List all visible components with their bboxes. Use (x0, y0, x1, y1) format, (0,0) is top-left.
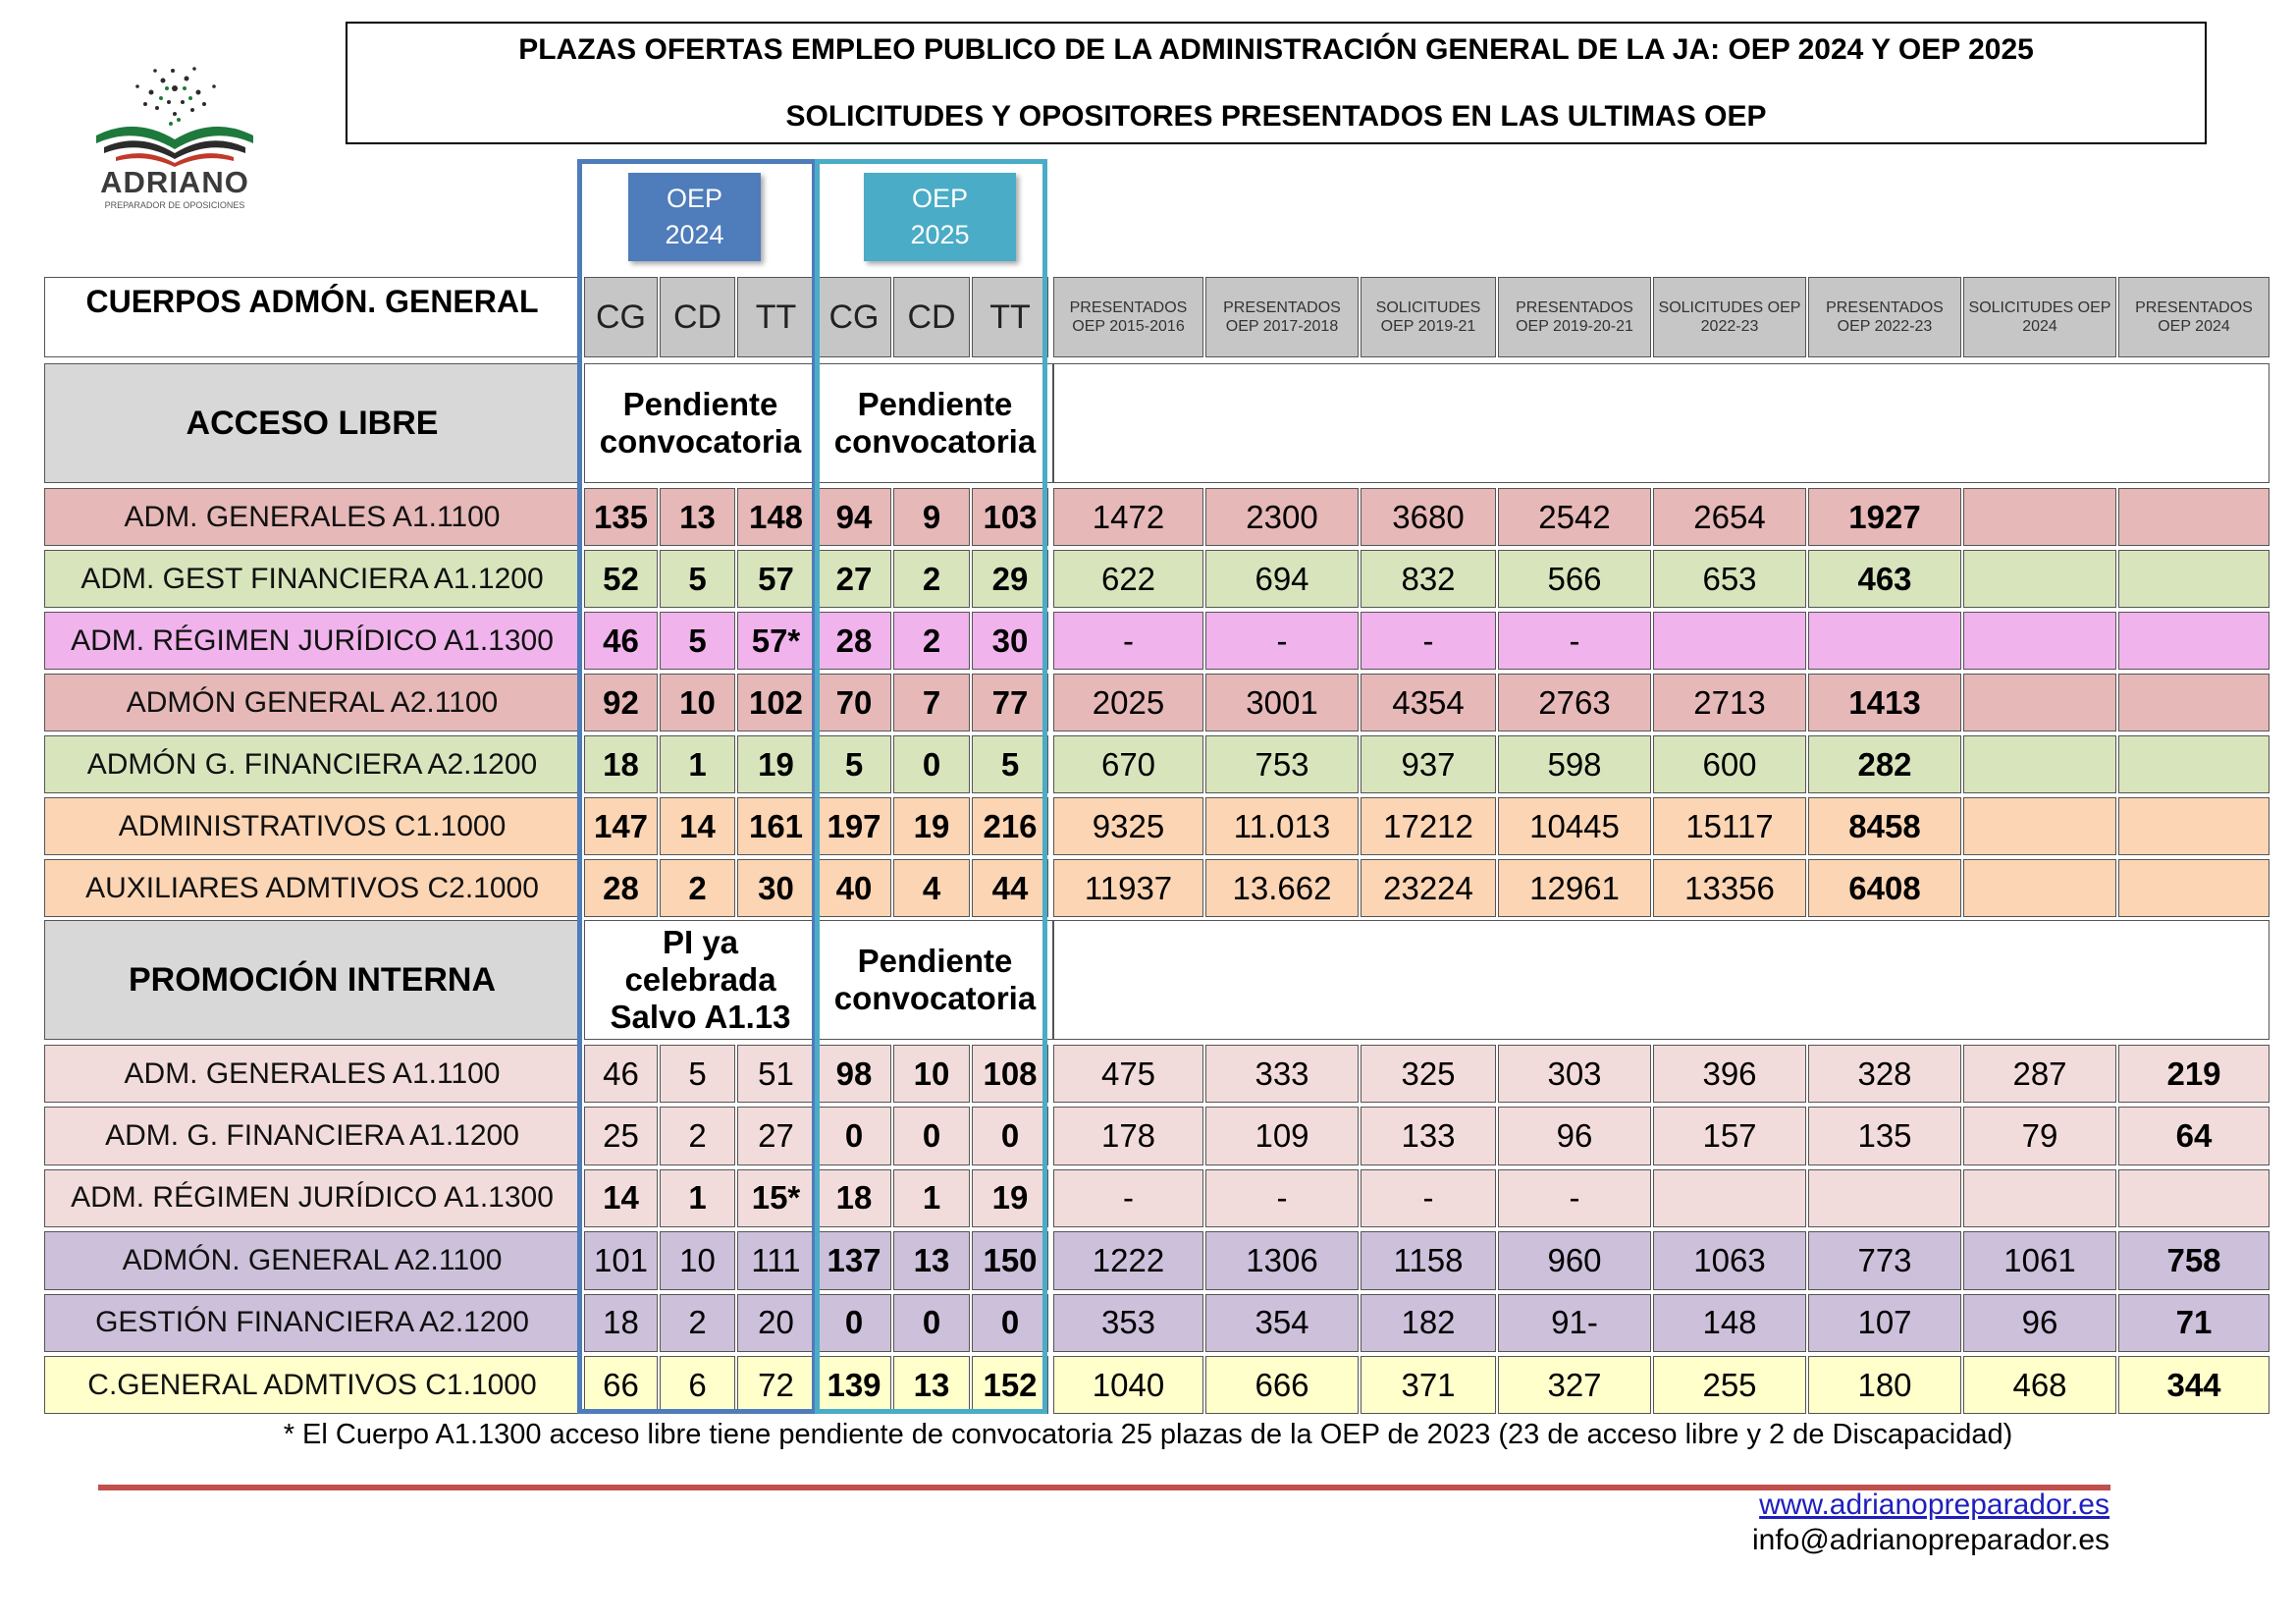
logo-tagline: PREPARADOR DE OPOSICIONES (104, 200, 245, 210)
table-cell: 1306 (1205, 1231, 1359, 1289)
table-cell: 353 (1053, 1294, 1203, 1352)
row-label: ADMÓN GENERAL A2.1100 (44, 674, 580, 731)
table-cell: 197 (817, 797, 891, 855)
table-cell (1963, 1169, 2116, 1227)
row-label: ADM. G. FINANCIERA A1.1200 (44, 1107, 580, 1164)
table-cell: 7 (893, 674, 970, 731)
table-cell: 6 (660, 1356, 735, 1414)
promocion-interna-oep2025-status: Pendiente convocatoria (817, 920, 1053, 1040)
table-cell: 135 (584, 488, 658, 546)
acceso-libre-oep2025-status: Pendiente convocatoria (817, 363, 1053, 483)
table-cell: - (1205, 612, 1359, 670)
table-cell: 3001 (1205, 674, 1359, 731)
table-cell: 8458 (1808, 797, 1961, 855)
table-cell (2118, 612, 2269, 670)
table-cell: - (1361, 612, 1496, 670)
table-cell: 15* (737, 1169, 815, 1227)
table-cell (1808, 1169, 1961, 1227)
table-cell: 137 (817, 1231, 891, 1289)
table-cell: 11937 (1053, 859, 1203, 917)
footnote: * El Cuerpo A1.1300 acceso libre tiene pendiente de convocatoria 25 plazas de la OEP de 2023 (23 de acceso libre y 2 de Discapacidad) (283, 1419, 2013, 1450)
column-header: PRESENTADOS OEP 2022-23 (1808, 277, 1961, 357)
table-cell (1963, 550, 2116, 608)
table-cell: 148 (1653, 1294, 1806, 1352)
table-cell: 109 (1205, 1107, 1359, 1164)
column-header: CG (817, 277, 891, 357)
table-cell: 2 (893, 550, 970, 608)
website-link[interactable]: www.adrianopreparador.es (1759, 1489, 2109, 1521)
table-cell: 0 (972, 1107, 1048, 1164)
table-cell: 327 (1498, 1356, 1651, 1414)
table-cell: 0 (893, 1294, 970, 1352)
table-cell: 10445 (1498, 797, 1651, 855)
table-cell: 3680 (1361, 488, 1496, 546)
table-cell: 178 (1053, 1107, 1203, 1164)
table-cell: 2763 (1498, 674, 1651, 731)
logo-name: ADRIANO (100, 165, 249, 199)
table-cell: 107 (1808, 1294, 1961, 1352)
table-cell: 13 (893, 1231, 970, 1289)
table-cell: 354 (1205, 1294, 1359, 1352)
row-label: AUXILIARES ADMTIVOS C2.1000 (44, 859, 580, 917)
oep-2024-badge-label: OEP 2024 (665, 184, 724, 249)
table-cell: 96 (1963, 1294, 2116, 1352)
table-cell: - (1498, 612, 1651, 670)
table-cell: 5 (660, 1045, 735, 1103)
table-cell: 111 (737, 1231, 815, 1289)
table-cell: 19 (893, 797, 970, 855)
table-cell (1963, 735, 2116, 793)
table-cell: 2654 (1653, 488, 1806, 546)
table-cell (2118, 550, 2269, 608)
table-cell (1963, 612, 2116, 670)
table-cell: 9 (893, 488, 970, 546)
column-header: TT (737, 277, 815, 357)
table-cell: 2025 (1053, 674, 1203, 731)
page-subtitle: SOLICITUDES Y OPOSITORES PRESENTADOS EN LAS ULTIMAS OEP (785, 100, 1767, 133)
acceso-libre-label: ACCESO LIBRE (44, 363, 580, 483)
row-label: C.GENERAL ADMTIVOS C1.1000 (44, 1356, 580, 1414)
table-cell: 666 (1205, 1356, 1359, 1414)
table-cell: 758 (2118, 1231, 2269, 1289)
table-cell (1963, 797, 2116, 855)
table-cell: 148 (737, 488, 815, 546)
table-cell: 94 (817, 488, 891, 546)
table-cell: - (1053, 612, 1203, 670)
table-cell: 29 (972, 550, 1048, 608)
corner-header: CUERPOS ADMÓN. GENERAL (44, 277, 580, 357)
table-cell (1653, 612, 1806, 670)
table-cell: 28 (817, 612, 891, 670)
page-title: PLAZAS OFERTAS EMPLEO PUBLICO DE LA ADMINISTRACIÓN GENERAL DE LA JA: OEP 2024 Y OEP 2025 (518, 33, 2034, 66)
table-cell: 0 (893, 1107, 970, 1164)
table-cell (2118, 1169, 2269, 1227)
table-cell: 57* (737, 612, 815, 670)
promocion-interna-blank-band (1053, 920, 2269, 1040)
table-cell: 11.013 (1205, 797, 1359, 855)
table-cell (2118, 797, 2269, 855)
table-cell: 1927 (1808, 488, 1961, 546)
table-cell: 0 (893, 735, 970, 793)
oep-2025-badge (864, 173, 1016, 261)
column-header: SOLICITUDES OEP 2022-23 (1653, 277, 1806, 357)
table-cell: 70 (817, 674, 891, 731)
table-cell: 2 (660, 1107, 735, 1164)
table-cell: 101 (584, 1231, 658, 1289)
row-label: GESTIÓN FINANCIERA A2.1200 (44, 1294, 580, 1352)
table-cell: 773 (1808, 1231, 1961, 1289)
table-cell: 13356 (1653, 859, 1806, 917)
table-cell: 12961 (1498, 859, 1651, 917)
row-label: ADM. GEST FINANCIERA A1.1200 (44, 550, 580, 608)
table-cell: 9325 (1053, 797, 1203, 855)
table-cell: 44 (972, 859, 1048, 917)
table-cell: 161 (737, 797, 815, 855)
table-cell: 1040 (1053, 1356, 1203, 1414)
table-cell: 14 (584, 1169, 658, 1227)
table-cell: 670 (1053, 735, 1203, 793)
table-cell: 103 (972, 488, 1048, 546)
column-header: PRESENTADOS OEP 2015-2016 (1053, 277, 1203, 357)
table-cell: 98 (817, 1045, 891, 1103)
column-header: CD (660, 277, 735, 357)
row-label: ADM. GENERALES A1.1100 (44, 1045, 580, 1103)
table-cell: 282 (1808, 735, 1961, 793)
table-cell: 40 (817, 859, 891, 917)
table-cell: 66 (584, 1356, 658, 1414)
table-cell: 27 (817, 550, 891, 608)
column-header: SOLICITUDES OEP 2019-21 (1361, 277, 1496, 357)
table-cell: 255 (1653, 1356, 1806, 1414)
table-cell: 5 (817, 735, 891, 793)
table-cell: 10 (660, 674, 735, 731)
table-cell: 46 (584, 612, 658, 670)
table-cell: 92 (584, 674, 658, 731)
contact-email: info@adrianopreparador.es (1751, 1524, 2109, 1556)
promocion-interna-label: PROMOCIÓN INTERNA (44, 920, 580, 1040)
table-cell: 287 (1963, 1045, 2116, 1103)
table-cell: 468 (1963, 1356, 2116, 1414)
table-cell: 180 (1808, 1356, 1961, 1414)
oep-2024-badge (628, 173, 761, 261)
table-cell: 325 (1361, 1045, 1496, 1103)
table-cell (2118, 859, 2269, 917)
table-cell: 13 (660, 488, 735, 546)
table-cell: 18 (584, 735, 658, 793)
table-cell: 753 (1205, 735, 1359, 793)
table-cell: 2300 (1205, 488, 1359, 546)
table-cell: 23224 (1361, 859, 1496, 917)
table-cell: 396 (1653, 1045, 1806, 1103)
table-cell: 15117 (1653, 797, 1806, 855)
column-header: PRESENTADOS OEP 2024 (2118, 277, 2269, 357)
table-cell: 333 (1205, 1045, 1359, 1103)
table-cell: 216 (972, 797, 1048, 855)
table-cell: 79 (1963, 1107, 2116, 1164)
table-cell: 2 (893, 612, 970, 670)
table-cell: 371 (1361, 1356, 1496, 1414)
table-cell: 1 (893, 1169, 970, 1227)
table-cell: 566 (1498, 550, 1651, 608)
table-cell: 182 (1361, 1294, 1496, 1352)
table-cell: 135 (1808, 1107, 1961, 1164)
table-cell: 598 (1498, 735, 1651, 793)
table-cell: 2713 (1653, 674, 1806, 731)
table-cell: 0 (972, 1294, 1048, 1352)
table-cell: 0 (817, 1294, 891, 1352)
table-cell (2118, 488, 2269, 546)
table-cell: 13.662 (1205, 859, 1359, 917)
table-cell: 10 (893, 1045, 970, 1103)
table-cell: 150 (972, 1231, 1048, 1289)
table-cell (2118, 674, 2269, 731)
table-cell: 10 (660, 1231, 735, 1289)
promocion-interna-oep2024-status: PI ya celebrada Salvo A1.13 (584, 920, 817, 1040)
table-cell: 20 (737, 1294, 815, 1352)
table-cell: 463 (1808, 550, 1961, 608)
table-cell (1963, 674, 2116, 731)
oep-2025-badge-label: OEP 2025 (910, 184, 970, 249)
table-cell (1808, 612, 1961, 670)
table-cell: 64 (2118, 1107, 2269, 1164)
table-cell: 102 (737, 674, 815, 731)
column-header: SOLICITUDES OEP 2024 (1963, 277, 2116, 357)
table-cell: 157 (1653, 1107, 1806, 1164)
column-header: PRESENTADOS OEP 2019-20-21 (1498, 277, 1651, 357)
title-box (346, 22, 2207, 144)
column-header: CD (893, 277, 970, 357)
table-cell: 937 (1361, 735, 1496, 793)
table-cell: 622 (1053, 550, 1203, 608)
table-cell: 4354 (1361, 674, 1496, 731)
row-label: ADM. RÉGIMEN JURÍDICO A1.1300 (44, 612, 580, 670)
table-cell (1653, 1169, 1806, 1227)
table-cell: 694 (1205, 550, 1359, 608)
table-cell: 52 (584, 550, 658, 608)
table-cell: 19 (737, 735, 815, 793)
table-cell: - (1053, 1169, 1203, 1227)
table-cell: 133 (1361, 1107, 1496, 1164)
table-cell: 46 (584, 1045, 658, 1103)
row-label: ADMINISTRATIVOS C1.1000 (44, 797, 580, 855)
table-cell: 108 (972, 1045, 1048, 1103)
table-cell: 5 (972, 735, 1048, 793)
table-cell: 139 (817, 1356, 891, 1414)
table-cell: 18 (817, 1169, 891, 1227)
table-cell: 57 (737, 550, 815, 608)
table-cell: - (1361, 1169, 1496, 1227)
table-cell: 0 (817, 1107, 891, 1164)
table-cell: 19 (972, 1169, 1048, 1227)
table-cell: 51 (737, 1045, 815, 1103)
table-cell: 25 (584, 1107, 658, 1164)
table-cell: 14 (660, 797, 735, 855)
table-cell: 344 (2118, 1356, 2269, 1414)
table-cell: 2542 (1498, 488, 1651, 546)
table-cell: 6408 (1808, 859, 1961, 917)
table-cell: 152 (972, 1356, 1048, 1414)
table-cell: 475 (1053, 1045, 1203, 1103)
acceso-libre-blank-band (1053, 363, 2269, 483)
table-cell (1963, 488, 2116, 546)
row-label: ADM. GENERALES A1.1100 (44, 488, 580, 546)
table-cell (1963, 859, 2116, 917)
table-cell: 1472 (1053, 488, 1203, 546)
row-label: ADMÓN. GENERAL A2.1100 (44, 1231, 580, 1289)
table-cell: 30 (737, 859, 815, 917)
table-cell: 4 (893, 859, 970, 917)
table-cell: 1 (660, 1169, 735, 1227)
row-label: ADMÓN G. FINANCIERA A2.1200 (44, 735, 580, 793)
table-cell: 303 (1498, 1045, 1651, 1103)
table-cell: 18 (584, 1294, 658, 1352)
table-cell: 5 (660, 612, 735, 670)
table-cell: 960 (1498, 1231, 1651, 1289)
table-cell: 2 (660, 859, 735, 917)
table-cell: 1222 (1053, 1231, 1203, 1289)
table-cell: 1 (660, 735, 735, 793)
table-cell: 91- (1498, 1294, 1651, 1352)
acceso-libre-oep2024-status: Pendiente convocatoria (584, 363, 817, 483)
row-label: ADM. RÉGIMEN JURÍDICO A1.1300 (44, 1169, 580, 1227)
table-cell: 30 (972, 612, 1048, 670)
table-cell: 328 (1808, 1045, 1961, 1103)
column-header: TT (972, 277, 1048, 357)
column-header: CG (584, 277, 658, 357)
table-cell: - (1205, 1169, 1359, 1227)
table-cell: 5 (660, 550, 735, 608)
table-cell: 27 (737, 1107, 815, 1164)
table-cell: 653 (1653, 550, 1806, 608)
table-cell: 1061 (1963, 1231, 2116, 1289)
table-cell: 832 (1361, 550, 1496, 608)
table-cell: 219 (2118, 1045, 2269, 1103)
table-cell: 17212 (1361, 797, 1496, 855)
table-cell (2118, 735, 2269, 793)
table-cell: 600 (1653, 735, 1806, 793)
table-cell: 72 (737, 1356, 815, 1414)
table-cell: 28 (584, 859, 658, 917)
table-cell: 1413 (1808, 674, 1961, 731)
table-cell: 96 (1498, 1107, 1651, 1164)
table-cell: 13 (893, 1356, 970, 1414)
table-cell: 2 (660, 1294, 735, 1352)
table-cell: 1063 (1653, 1231, 1806, 1289)
table-cell: 71 (2118, 1294, 2269, 1352)
table-cell: 1158 (1361, 1231, 1496, 1289)
table-cell: - (1498, 1169, 1651, 1227)
column-header: PRESENTADOS OEP 2017-2018 (1205, 277, 1359, 357)
table-cell: 147 (584, 797, 658, 855)
table-cell: 77 (972, 674, 1048, 731)
